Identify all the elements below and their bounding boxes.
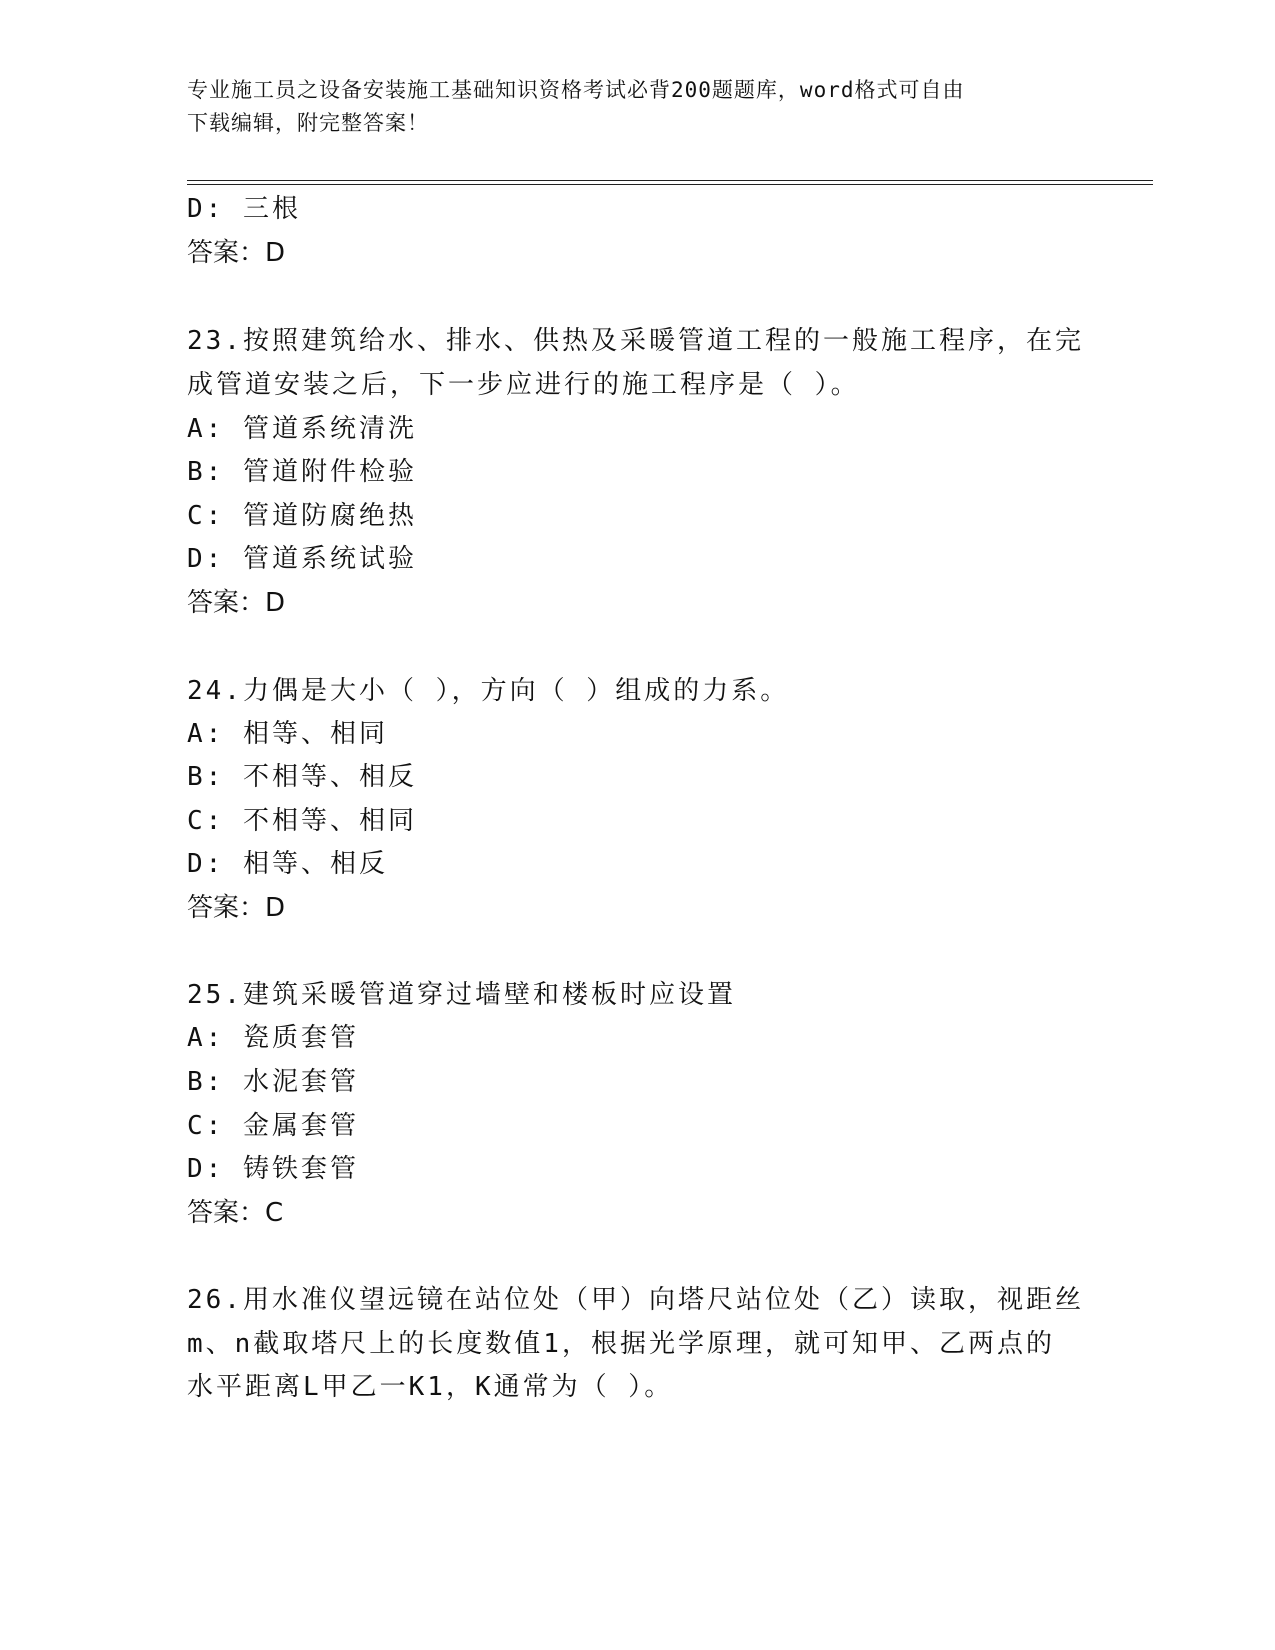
header-line-1: 专业施工员之设备安装施工基础知识资格考试必背200题题库，word格式可自由 xyxy=(187,78,965,102)
q25-option-a: A: 瓷质套管 xyxy=(187,1023,359,1053)
header-line-2: 下载编辑，附完整答案！ xyxy=(187,111,429,135)
q25-option-d: D: 铸铁套管 xyxy=(187,1154,359,1184)
q24-option-c: C: 不相等、相同 xyxy=(187,806,417,836)
q25-answer: 答案：C xyxy=(187,1198,284,1228)
q23-option-b: B: 管道附件检验 xyxy=(187,457,417,487)
q25-stem: 25.建筑采暖管道穿过墙壁和楼板时应设置 xyxy=(187,980,736,1010)
q24-answer: 答案：D xyxy=(187,893,286,923)
q22-option-d: D: 三根 xyxy=(187,194,301,224)
q25-option-b: B: 水泥套管 xyxy=(187,1067,359,1097)
header-divider-bottom xyxy=(187,184,1153,185)
q23-answer: 答案：D xyxy=(187,588,286,618)
q22-answer: 答案：D xyxy=(187,238,286,268)
document-header xyxy=(187,74,1067,140)
q23-option-d: D: 管道系统试验 xyxy=(187,544,417,574)
header-divider-top xyxy=(187,180,1153,181)
q23-stem-line-1: 23.按照建筑给水、排水、供热及采暖管道工程的一般施工程序，在完 xyxy=(187,326,1084,356)
q23-option-a: A: 管道系统清洗 xyxy=(187,414,417,444)
q24-option-b: B: 不相等、相反 xyxy=(187,762,417,792)
q23-stem-line-2: 成管道安装之后，下一步应进行的施工程序是（ ）。 xyxy=(187,370,860,400)
q24-option-d: D: 相等、相反 xyxy=(187,849,388,879)
q26-stem-line-3: 水平距离L甲乙一K1，K通常为（ ）。 xyxy=(187,1372,674,1402)
q26-stem-line-1: 26.用水准仪望远镜在站位处（甲）向塔尺站位处（乙）读取，视距丝 xyxy=(187,1285,1084,1315)
q24-stem: 24.力偶是大小（ ），方向（ ）组成的力系。 xyxy=(187,676,790,706)
q23-option-c: C: 管道防腐绝热 xyxy=(187,501,417,531)
q25-option-c: C: 金属套管 xyxy=(187,1111,359,1141)
q24-option-a: A: 相等、相同 xyxy=(187,719,388,749)
q26-stem-line-2: m、n截取塔尺上的长度数值1，根据光学原理，就可知甲、乙两点的 xyxy=(187,1329,1055,1359)
